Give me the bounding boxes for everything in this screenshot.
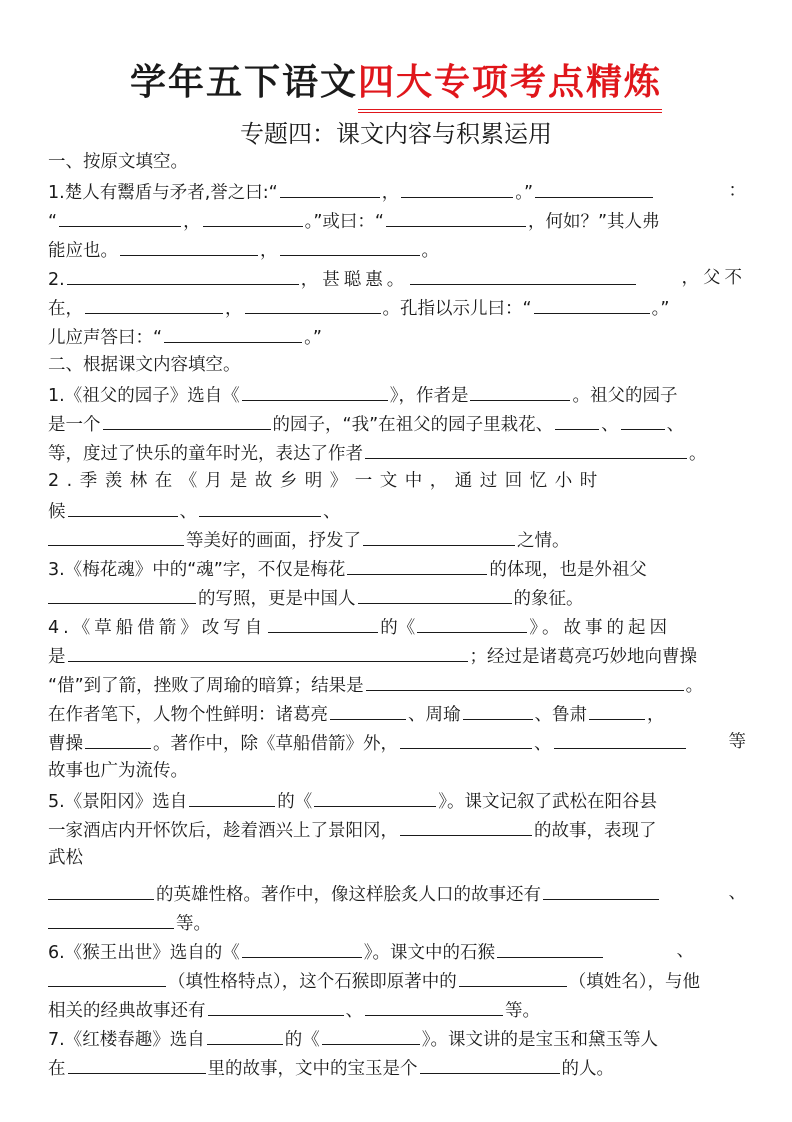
question-line — [48, 641, 746, 670]
answer-blank[interactable] — [103, 409, 271, 430]
question-text: 、 — [534, 734, 552, 754]
question-text: 4.《草船借箭》改写自 — [48, 618, 267, 638]
page-title — [0, 54, 792, 113]
question-line — [48, 786, 746, 815]
question-text: ；经过是诸葛亮巧妙地向曹操 — [469, 647, 697, 667]
answer-blank[interactable] — [365, 438, 687, 459]
question-line — [48, 815, 746, 844]
question-text: 之情。 — [517, 531, 570, 551]
title-black: 学年五下语文 — [129, 62, 358, 103]
question-text: 》。课文中的石猴 — [363, 943, 495, 963]
question-line — [48, 670, 746, 699]
answer-blank[interactable] — [330, 699, 406, 720]
answer-blank[interactable] — [48, 525, 184, 546]
answer-blank[interactable] — [470, 380, 570, 401]
question-line — [48, 380, 746, 409]
question-line — [48, 525, 746, 554]
question-text: 7.《红楼春趣》选自 — [48, 1030, 205, 1050]
question-line — [48, 235, 746, 264]
answer-blank[interactable] — [208, 995, 344, 1016]
answer-blank[interactable] — [535, 177, 653, 198]
question-text: 3.《梅花魂》中的“魂”字，不仅是梅花 — [48, 560, 346, 580]
question-text: 在， — [48, 299, 83, 319]
question-text: ， — [381, 183, 400, 203]
question-text: “ — [48, 212, 58, 232]
question-text: 是一个 — [48, 415, 101, 435]
answer-blank[interactable] — [322, 1024, 420, 1045]
question-text: 是 — [48, 647, 66, 667]
question-line — [48, 757, 746, 786]
question-text: 的《 — [284, 1030, 320, 1050]
answer-blank[interactable] — [365, 995, 503, 1016]
answer-blank[interactable] — [199, 496, 321, 517]
question-text: ， — [225, 299, 243, 319]
question-text: 在 — [48, 1059, 66, 1079]
question-line — [48, 699, 746, 728]
answer-blank[interactable] — [48, 966, 166, 987]
answer-blank[interactable] — [68, 1053, 206, 1074]
question-text: 、周瑜 — [408, 705, 461, 725]
answer-blank[interactable] — [280, 235, 420, 256]
answer-blank[interactable] — [203, 206, 303, 227]
question-text: 的象征。 — [513, 589, 584, 609]
answer-blank[interactable] — [85, 728, 151, 749]
question-text: 的体现，也是外祖父 — [489, 560, 647, 580]
question-text: ， — [647, 705, 665, 725]
question-text: 的人。 — [561, 1059, 614, 1079]
title-red: 四大专项考点精炼 — [358, 54, 662, 113]
question-line — [48, 322, 746, 351]
answer-blank[interactable] — [555, 409, 599, 430]
answer-blank[interactable] — [207, 1024, 283, 1045]
answer-blank[interactable] — [621, 409, 665, 430]
question-text: 等 — [728, 732, 746, 752]
question-text: 、 — [676, 941, 694, 961]
question-line — [48, 264, 746, 293]
question-text: 。” — [651, 299, 670, 319]
question-text: 能应也。 — [48, 241, 118, 261]
question-text: 候 — [48, 502, 66, 522]
question-text: 。”或曰：“ — [304, 212, 384, 232]
question-text: ， — [260, 241, 278, 261]
question-text: 在作者笔下，人物个性鲜明：诸葛亮 — [48, 705, 328, 725]
question-text: 5.《景阳冈》选自 — [48, 792, 188, 812]
question-text: 、 — [179, 502, 197, 522]
question-text: 故事也广为流传。 — [48, 761, 188, 781]
question-text: 的英雄性格。著作中，像这样脍炙人口的故事还有 — [156, 885, 541, 905]
question-text: 、 — [345, 1001, 363, 1021]
answer-blank[interactable] — [400, 728, 532, 749]
question-text: 、 — [601, 415, 619, 435]
answer-blank[interactable] — [497, 937, 603, 958]
question-text: 的写照，更是中国人 — [198, 589, 356, 609]
question-line — [48, 554, 746, 583]
question-line — [48, 1053, 746, 1082]
question-text: 。祖父的园子 — [572, 386, 678, 406]
question-line — [48, 966, 746, 995]
answer-blank[interactable] — [164, 322, 302, 343]
question-text: 。” — [515, 183, 534, 203]
answer-blank[interactable] — [459, 966, 567, 987]
answer-blank[interactable] — [68, 496, 178, 517]
answer-blank[interactable] — [268, 612, 378, 633]
question-text: 的园子，“我”在祖父的园子里栽花、 — [272, 415, 554, 435]
question-text: （填性格特点），这个石猴即原著中的 — [168, 972, 457, 992]
question-text: 等。 — [176, 914, 211, 934]
question-text: ，何如？”其人弗 — [527, 212, 660, 232]
answer-blank[interactable] — [420, 1053, 560, 1074]
question-text: 里的故事，文中的宝玉是个 — [207, 1059, 418, 1079]
answer-blank[interactable] — [554, 728, 686, 749]
question-text: ，父不 — [681, 268, 746, 288]
question-text: 。著作中，除《草船借箭》外， — [153, 734, 398, 754]
answer-blank[interactable] — [401, 177, 513, 198]
answer-blank[interactable] — [48, 908, 174, 929]
answer-blank[interactable] — [363, 525, 515, 546]
answer-blank[interactable] — [48, 879, 154, 900]
question-line — [48, 467, 746, 496]
question-text: 2. — [48, 270, 65, 290]
question-line — [48, 1024, 746, 1053]
question-line — [48, 612, 746, 641]
question-text: 》。故事的起因 — [529, 618, 671, 638]
answer-blank[interactable] — [242, 937, 362, 958]
answer-blank[interactable] — [85, 293, 223, 314]
answer-blank[interactable] — [366, 670, 684, 691]
question-text: “借”到了箭，挫败了周瑜的暗算；结果是 — [48, 676, 364, 696]
answer-blank[interactable] — [189, 786, 275, 807]
question-line — [48, 293, 746, 322]
answer-blank[interactable] — [59, 206, 181, 227]
question-text: 2.季羡林在《月是故乡明》一文中，通过回忆小时 — [48, 471, 605, 491]
question-text: 一家酒店内开怀饮后，趁着酒兴上了景阳冈， — [48, 821, 398, 841]
answer-blank[interactable] — [347, 554, 487, 575]
answer-blank[interactable] — [280, 177, 380, 198]
question-text: 等美好的画面，抒发了 — [186, 531, 361, 551]
answer-blank[interactable] — [534, 293, 650, 314]
question-text: 等。 — [505, 1001, 540, 1021]
question-text: 》。课文记叙了武松在阳谷县 — [438, 792, 657, 812]
answer-blank[interactable] — [67, 264, 299, 285]
question-line — [48, 496, 746, 525]
question-line — [48, 409, 746, 438]
question-text: 、 — [728, 883, 746, 903]
question-text: 1.《祖父的园子》选自《 — [48, 386, 240, 406]
question-text: ： — [728, 181, 746, 201]
question-text: 。 — [421, 241, 439, 261]
answer-blank[interactable] — [358, 583, 512, 604]
question-text: 、鲁肃 — [534, 705, 587, 725]
answer-blank[interactable] — [386, 206, 526, 227]
question-line — [48, 995, 746, 1024]
answer-blank[interactable] — [314, 786, 436, 807]
section-heading: 二、根据课文内容填空。 — [48, 355, 241, 375]
answer-blank[interactable] — [245, 293, 381, 314]
page-subtitle: 专题四：课文内容与积累运用 — [240, 120, 552, 148]
question-line — [48, 844, 746, 873]
question-text: ， — [183, 212, 201, 232]
question-text: 、 — [323, 502, 341, 522]
question-text: 的《 — [277, 792, 313, 812]
question-line — [48, 177, 746, 206]
question-text: 》。课文讲的是宝玉和黛玉等人 — [421, 1030, 658, 1050]
question-text: ，甚聪惠。 — [300, 270, 409, 290]
answer-blank[interactable] — [68, 641, 468, 662]
question-line — [48, 583, 746, 612]
question-text: 6.《猴王出世》选自的《 — [48, 943, 240, 963]
question-text: 的故事，表现了 — [534, 821, 657, 841]
answer-blank[interactable] — [242, 380, 388, 401]
answer-blank[interactable] — [417, 612, 527, 633]
section-heading: 一、按原文填空。 — [48, 152, 188, 172]
answer-blank[interactable] — [543, 879, 659, 900]
worksheet-body — [48, 148, 746, 1082]
question-line — [48, 879, 746, 908]
answer-blank[interactable] — [48, 583, 196, 604]
question-text: 。 — [689, 444, 707, 464]
question-text: 武松 — [48, 848, 83, 868]
question-text: 相关的经典故事还有 — [48, 1001, 206, 1021]
question-text: 。孔指以示儿曰：“ — [382, 299, 532, 319]
question-text: 的《 — [380, 618, 416, 638]
question-text: 1.楚人有鬻盾与矛者,誉之曰:“ — [48, 183, 278, 203]
question-line — [48, 728, 746, 757]
question-text: 、 — [666, 415, 685, 435]
question-text: （填姓名），与他 — [568, 972, 700, 992]
answer-blank[interactable] — [463, 699, 533, 720]
answer-blank[interactable] — [410, 264, 636, 285]
question-text: 曹操 — [48, 734, 83, 754]
question-text: 。” — [304, 328, 322, 348]
answer-blank[interactable] — [589, 699, 645, 720]
question-line — [48, 908, 746, 937]
question-line — [48, 438, 746, 467]
question-text: 等，度过了快乐的童年时光，表达了作者 — [48, 444, 363, 464]
question-text: 儿应声答曰：“ — [48, 328, 163, 348]
answer-blank[interactable] — [400, 815, 532, 836]
question-text: 》，作者是 — [389, 386, 469, 406]
question-line — [48, 937, 746, 966]
answer-blank[interactable] — [120, 235, 258, 256]
question-text: 。 — [685, 676, 704, 696]
question-line — [48, 206, 746, 235]
